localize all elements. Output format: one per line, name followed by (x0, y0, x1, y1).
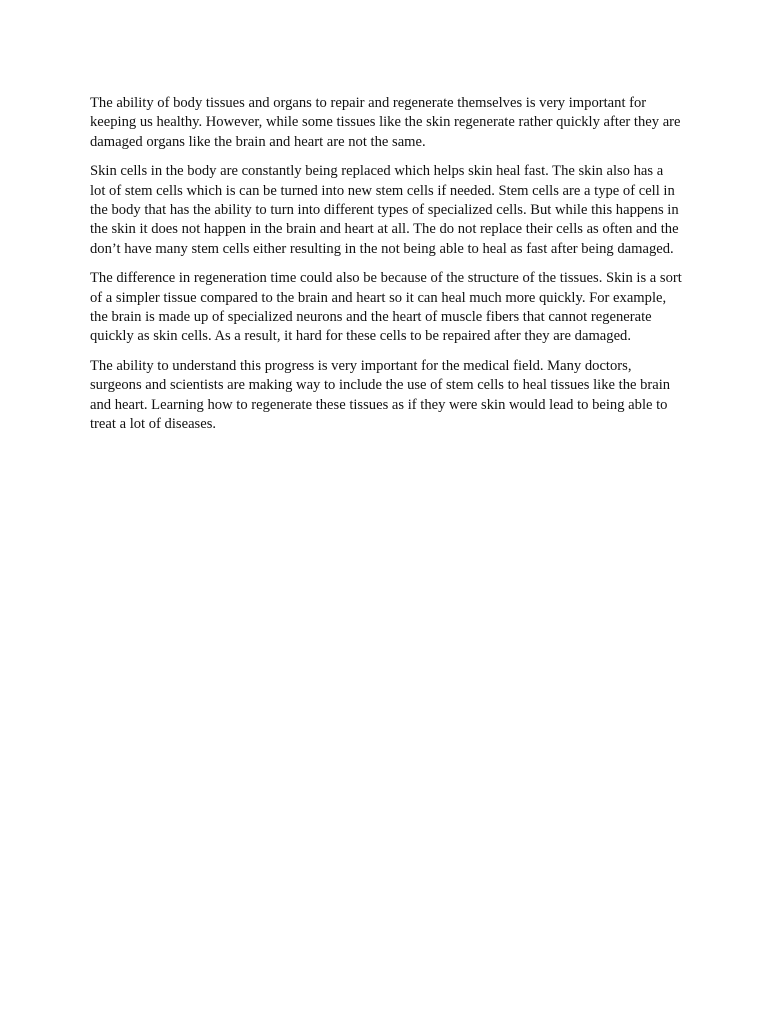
paragraph-1: The ability of body tissues and organs to repair and regenerate themselves is very important for keeping us healthy. However, while some tissues like the skin regenerate rather quickly after they are damaged organs like the brain and heart are not the same. (90, 95, 681, 150)
paragraph-2: Skin cells in the body are constantly being replaced which helps skin heal fast. The skin also has a lot of stem cells which is can be turned into new stem cells if needed. Stem cells are a type of cell in the body that has the ability to turn into different types of specialized cells. But while this happens in the skin it does not happen in the brain and heart at all. The do not replace their cells as often and the don’t have many stem cells either resulting in the not being able to heal as fast after being damaged. (90, 163, 679, 257)
paragraph-4: The ability to understand this progress is very important for the medical field. Many doctors, surgeons and scientists are making way to include the use of stem cells to heal tissues like the brain and heart. Learning how to regenerate these tissues as if they were skin would lead to being able to treat a lot of diseases. (90, 357, 671, 433)
paragraph-3: The difference in regeneration time could also be because of the structure of the tissues. Skin is a sort of a simpler tissue compared to the brain and heart so it can heal much more quickly. For example, the brain is made up of specialized neurons and the heart of muscle fibers that cannot regenerate quickly as skin cells. As a result, it hard for these cells to be repaired after they are damaged. (90, 270, 682, 345)
document-body (90, 94, 682, 445)
